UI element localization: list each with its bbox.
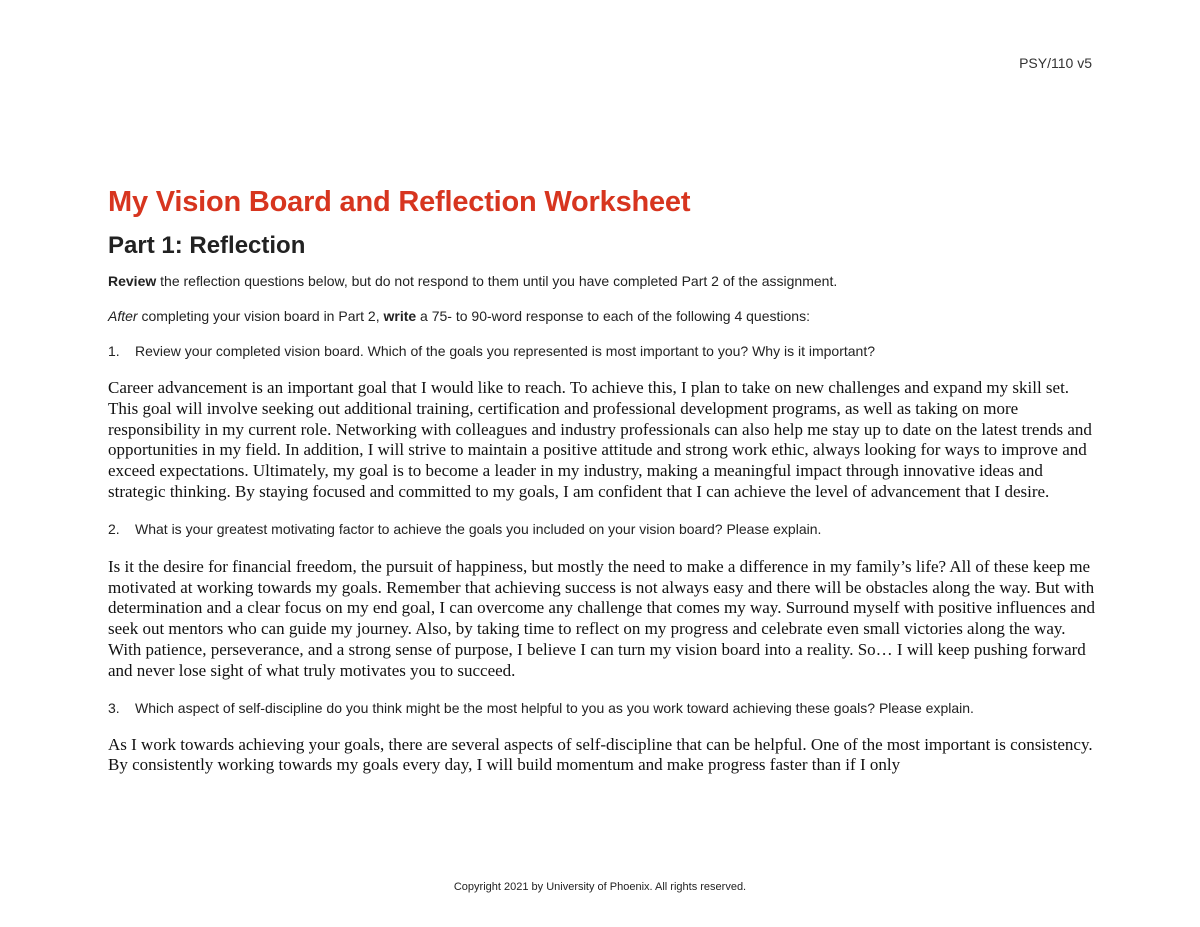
review-instruction — [108, 272, 1096, 290]
answer-1: Career advancement is an important goal that I would like to reach. To achieve this, I plan to take on new challenges and expand my skill set. This goal will involve seeking out additional training, certification and professional development programs, as well as taking on more responsibility in my current role. Networking with colleagues and industry professionals can also help me stay up to date on the latest trends and opportunities in my field. In addition, I will strive to maintain a positive attitude and strong work ethic, always looking for ways to improve and exceed expectations. Ultimately, my goal is to become a leader in my industry, making a meaningful impact through innovative ideas and strategic thinking. By staying focused and committed to my goals, I am confident that I can achieve the level of advancement that I desire. — [108, 378, 1092, 501]
question-2 — [108, 520, 1096, 538]
document-title: My Vision Board and Reflection Worksheet — [108, 186, 691, 218]
question-text: Which aspect of self-discipline do you think might be the most helpful to you as you work toward achieving these goals? Please explain. — [135, 699, 974, 716]
question-number: 2. — [108, 520, 120, 537]
document-body — [108, 182, 1096, 776]
course-code-header: PSY/110 v5 — [1019, 55, 1092, 71]
question-number: 1. — [108, 343, 120, 359]
write-instruction-mid: completing your vision board in Part 2, — [137, 308, 384, 324]
part-heading: Part 1: Reflection — [108, 232, 306, 259]
question-1 — [108, 342, 1096, 360]
answer-3: As I work towards achieving your goals, there are several aspects of self-discipline that can be helpful. One of the most important is consistency. By consistently working towards my goals every day, I will build momentum and make progress faster than if I only — [108, 734, 1093, 775]
write-bold-word: write — [383, 308, 417, 324]
question-3 — [108, 699, 1096, 717]
question-number: 3. — [108, 699, 120, 716]
after-italic-word: After — [108, 308, 138, 324]
write-instruction — [108, 307, 1096, 325]
copyright-footer: Copyright 2021 by University of Phoenix. All rights reserved. — [453, 881, 747, 893]
answer-2: Is it the desire for financial freedom, the pursuit of happiness, but mostly the need to make a difference in my family’s life? All of these keep me motivated at working towards my goals. Remember that achieving success is not always easy and there will be obstacles along the way. But with determination and a clear focus on my end goal, I can overcome any challenge that comes my way. Surround myself with positive influences and seek out mentors who can guide my journey. Also, by taking time to reflect on my progress and celebrate even small victories along the way. With patience, perseverance, and a strong sense of purpose, I believe I can turn my vision board into a reality. So… I will keep pushing forward and never lose sight of what truly motivates you to succeed. — [108, 556, 1095, 680]
question-text: Review your completed vision board. Which of the goals you represented is most important to you? Why is it important? — [135, 343, 876, 359]
review-bold-word: Review — [108, 273, 157, 289]
question-text: What is your greatest motivating factor to achieve the goals you included on your vision board? Please explain. — [135, 520, 822, 537]
review-instruction-text: the reflection questions below, but do not respond to them until you have completed Part 2 of the assignment. — [156, 273, 838, 289]
write-instruction-text: a 75- to 90-word response to each of the following 4 questions: — [416, 308, 810, 324]
